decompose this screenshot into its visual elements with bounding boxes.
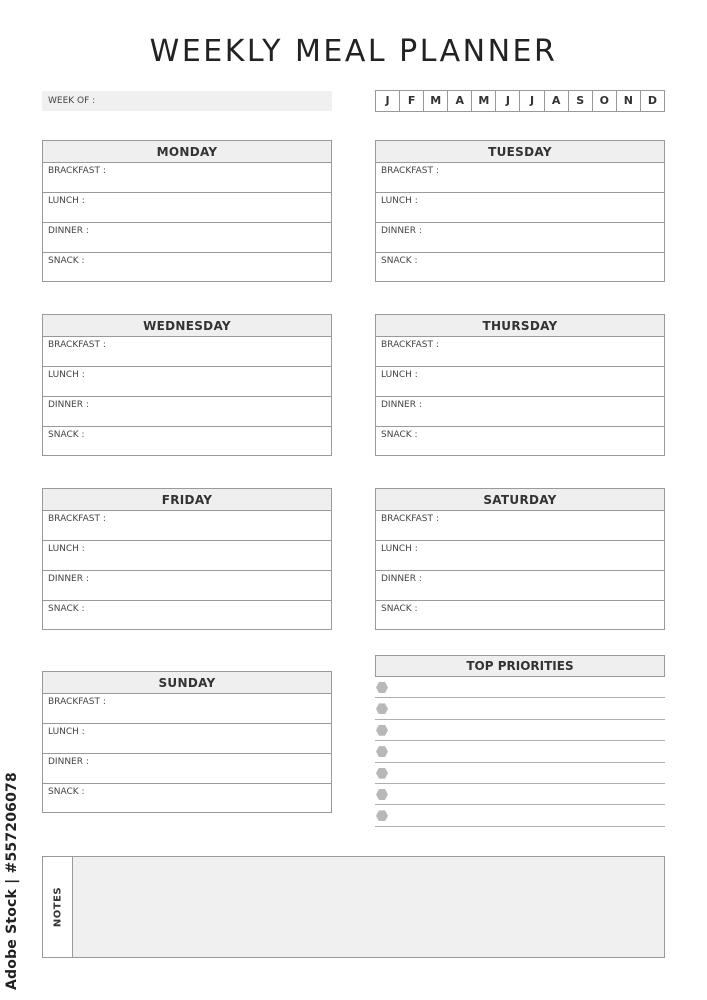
meal-breakfast-field[interactable] [43,337,331,367]
priority-item[interactable] [375,805,665,826]
meal-snack-field[interactable] [43,784,331,814]
meal-snack-field[interactable] [376,601,664,631]
meal-label: DINNER : [381,226,422,236]
hexagon-bullet-icon [376,810,388,821]
meal-label: DINNER : [48,226,89,236]
meal-dinner-field[interactable] [43,571,331,601]
meal-label: BRACKFAST : [48,514,106,524]
month-jul[interactable]: J [520,91,544,111]
meal-label: SNACK : [48,787,85,797]
meal-label: BRACKFAST : [48,166,106,176]
priority-item[interactable] [375,741,665,762]
meal-lunch-field[interactable] [43,724,331,754]
hexagon-bullet-icon [376,725,388,736]
day-title: FRIDAY [43,489,331,511]
month-aug[interactable]: A [545,91,569,111]
day-card-monday [42,140,332,282]
day-title: MONDAY [43,141,331,163]
month-may[interactable]: M [472,91,496,111]
day-card-wednesday [42,314,332,456]
meal-breakfast-field[interactable] [376,511,664,541]
meal-label: BRACKFAST : [381,514,439,524]
priority-item[interactable] [375,763,665,784]
meal-label: LUNCH : [48,370,85,380]
meal-label: LUNCH : [381,544,418,554]
priority-item[interactable] [375,698,665,719]
meal-label: SNACK : [48,604,85,614]
priority-item[interactable] [375,677,665,698]
meal-label: DINNER : [48,757,89,767]
meal-dinner-field[interactable] [376,223,664,253]
meal-label: BRACKFAST : [48,340,106,350]
meal-label: LUNCH : [48,727,85,737]
meal-label: DINNER : [381,574,422,584]
week-of-field[interactable] [42,91,332,111]
day-card-sunday [42,671,332,813]
meal-breakfast-field[interactable] [376,163,664,193]
meal-snack-field[interactable] [43,427,331,457]
notes-area[interactable] [73,857,664,957]
top-priorities-section [375,655,665,827]
month-oct[interactable]: O [593,91,617,111]
meal-breakfast-field[interactable] [43,694,331,724]
meal-snack-field[interactable] [376,253,664,283]
day-title: TUESDAY [376,141,664,163]
meal-label: SNACK : [381,430,418,440]
month-feb[interactable]: F [400,91,424,111]
priority-item[interactable] [375,720,665,741]
meal-label: BRACKFAST : [48,697,106,707]
month-dec[interactable]: D [647,94,657,107]
meal-dinner-field[interactable] [376,397,664,427]
month-jun[interactable]: J [496,91,520,111]
meal-label: LUNCH : [48,544,85,554]
meal-label: DINNER : [48,574,89,584]
meal-lunch-field[interactable] [376,541,664,571]
meal-label: LUNCH : [48,196,85,206]
meal-dinner-field[interactable] [376,571,664,601]
meal-dinner-field[interactable] [43,397,331,427]
meal-label: SNACK : [381,256,418,266]
notes-label-column [43,857,73,957]
stock-watermark: Adobe Stock | #557206078 [4,772,20,990]
hexagon-bullet-icon [376,789,388,800]
meal-lunch-field[interactable] [376,367,664,397]
day-card-friday [42,488,332,630]
meal-label: DINNER : [48,400,89,410]
meal-dinner-field[interactable] [43,223,331,253]
hexagon-bullet-icon [376,682,388,693]
hexagon-bullet-icon [376,768,388,779]
page-title: WEEKLY MEAL PLANNER [149,34,558,69]
month-jan[interactable]: J [376,91,400,111]
meal-label: LUNCH : [381,370,418,380]
meal-label: SNACK : [381,604,418,614]
month-apr[interactable]: A [448,91,472,111]
hexagon-bullet-icon [376,746,388,757]
day-title: THURSDAY [376,315,664,337]
meal-breakfast-field[interactable] [376,337,664,367]
day-title: WEDNESDAY [43,315,331,337]
meal-snack-field[interactable] [43,253,331,283]
meal-label: SNACK : [48,256,85,266]
meal-lunch-field[interactable] [43,367,331,397]
notes-section [42,856,665,958]
meal-dinner-field[interactable] [43,754,331,784]
meal-label: BRACKFAST : [381,166,439,176]
meal-snack-field[interactable] [43,601,331,631]
month-sep[interactable]: S [569,91,593,111]
meal-snack-field[interactable] [376,427,664,457]
meal-label: DINNER : [381,400,422,410]
month-mar[interactable]: M [424,91,448,111]
notes-label: NOTES [52,886,63,928]
hexagon-bullet-icon [376,703,388,714]
day-card-tuesday [375,140,665,282]
priority-item[interactable] [375,784,665,805]
meal-lunch-field[interactable] [376,193,664,223]
meal-label: LUNCH : [381,196,418,206]
meal-lunch-field[interactable] [43,541,331,571]
day-title: SATURDAY [376,489,664,511]
month-selector [375,90,665,112]
meal-lunch-field[interactable] [43,193,331,223]
day-title: SUNDAY [43,672,331,694]
week-of-label: WEEK OF : [48,96,96,106]
meal-label: SNACK : [48,430,85,440]
day-card-saturday [375,488,665,630]
meal-label: BRACKFAST : [381,340,439,350]
meal-breakfast-field[interactable] [43,163,331,193]
day-card-thursday [375,314,665,456]
month-nov[interactable]: N [617,91,641,111]
meal-breakfast-field[interactable] [43,511,331,541]
priorities-title: TOP PRIORITIES [375,655,665,677]
